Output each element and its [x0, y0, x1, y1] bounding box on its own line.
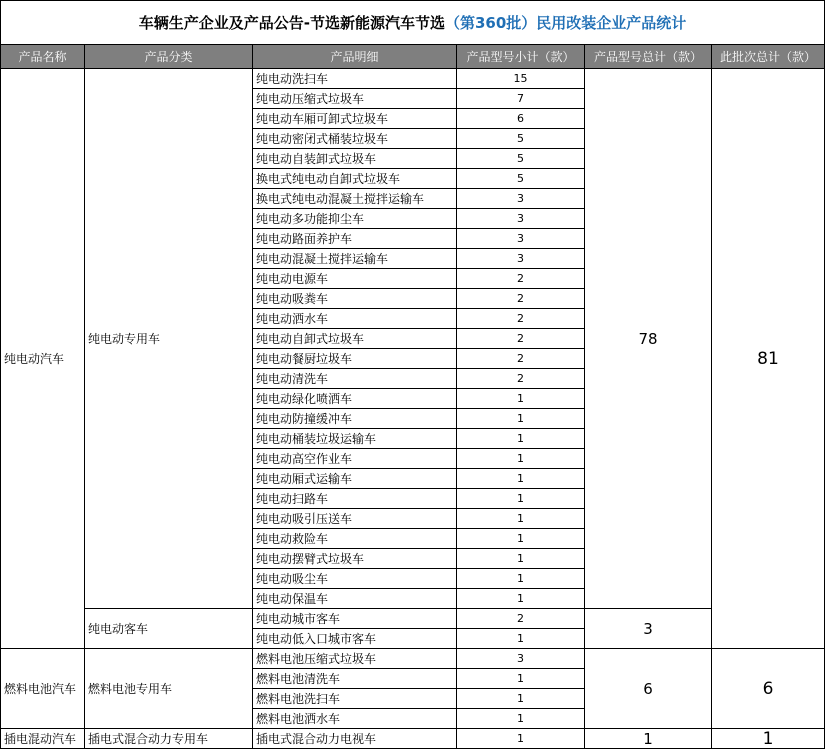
header-model-total: 产品型号总计（款） — [585, 45, 712, 69]
model-subtotal-cell: 3 — [457, 229, 585, 249]
header-batch-total: 此批次总计（款） — [712, 45, 825, 69]
header-product-category: 产品分类 — [85, 45, 253, 69]
product-category-cell: 纯电动客车 — [85, 609, 253, 649]
model-subtotal-cell: 1 — [457, 469, 585, 489]
product-detail-cell: 纯电动自卸式垃圾车 — [253, 329, 457, 349]
model-subtotal-cell: 1 — [457, 629, 585, 649]
product-category-cell: 纯电动专用车 — [85, 69, 253, 609]
batch-total-cell: 81 — [712, 69, 825, 649]
model-subtotal-cell: 2 — [457, 289, 585, 309]
model-subtotal-cell: 1 — [457, 569, 585, 589]
product-detail-cell: 纯电动扫路车 — [253, 489, 457, 509]
model-subtotal-cell: 1 — [457, 669, 585, 689]
product-detail-cell: 纯电动混凝土搅拌运输车 — [253, 249, 457, 269]
table-title — [0, 0, 825, 45]
product-detail-cell: 纯电动餐厨垃圾车 — [253, 349, 457, 369]
model-subtotal-cell: 1 — [457, 509, 585, 529]
product-detail-cell: 燃料电池压缩式垃圾车 — [253, 649, 457, 669]
model-total-cell: 6 — [585, 649, 712, 729]
product-detail-cell: 插电式混合动力电视车 — [253, 729, 457, 749]
product-detail-cell: 纯电动高空作业车 — [253, 449, 457, 469]
product-detail-cell: 纯电动桶装垃圾运输车 — [253, 429, 457, 449]
product-detail-cell: 纯电动厢式运输车 — [253, 469, 457, 489]
product-detail-cell: 纯电动摆臂式垃圾车 — [253, 549, 457, 569]
model-subtotal-cell: 1 — [457, 549, 585, 569]
product-category-cell: 燃料电池专用车 — [85, 649, 253, 729]
model-subtotal-cell: 1 — [457, 429, 585, 449]
model-subtotal-cell: 2 — [457, 609, 585, 629]
model-total-cell: 78 — [585, 69, 712, 609]
product-name-cell: 插电混动汽车 — [0, 729, 85, 749]
model-subtotal-cell: 1 — [457, 689, 585, 709]
product-detail-cell: 燃料电池洗扫车 — [253, 689, 457, 709]
model-subtotal-cell: 1 — [457, 729, 585, 749]
model-subtotal-cell: 5 — [457, 149, 585, 169]
product-name-cell: 燃料电池汽车 — [0, 649, 85, 729]
title-main: 车辆生产企业及产品公告-节选新能源汽车节选 — [138, 14, 445, 32]
product-detail-cell: 纯电动吸粪车 — [253, 289, 457, 309]
product-detail-cell: 纯电动车厢可卸式垃圾车 — [253, 109, 457, 129]
model-subtotal-cell: 3 — [457, 189, 585, 209]
product-detail-cell: 纯电动保温车 — [253, 589, 457, 609]
product-detail-cell: 纯电动低入口城市客车 — [253, 629, 457, 649]
model-subtotal-cell: 6 — [457, 109, 585, 129]
model-subtotal-cell: 1 — [457, 409, 585, 429]
product-detail-cell: 纯电动清洗车 — [253, 369, 457, 389]
model-total-cell: 1 — [585, 729, 712, 749]
product-detail-cell: 纯电动洗扫车 — [253, 69, 457, 89]
product-detail-cell: 燃料电池洒水车 — [253, 709, 457, 729]
model-subtotal-cell: 15 — [457, 69, 585, 89]
product-detail-cell: 纯电动电源车 — [253, 269, 457, 289]
header-model-subtotal: 产品型号小计（款） — [457, 45, 585, 69]
header-product-detail: 产品明细 — [253, 45, 457, 69]
model-subtotal-cell: 1 — [457, 589, 585, 609]
model-subtotal-cell: 2 — [457, 369, 585, 389]
model-total-cell: 3 — [585, 609, 712, 649]
title-accent: （第360批）民用改装企业产品统计 — [444, 14, 687, 32]
product-detail-cell: 纯电动城市客车 — [253, 609, 457, 629]
model-subtotal-cell: 3 — [457, 649, 585, 669]
model-subtotal-cell: 2 — [457, 349, 585, 369]
batch-total-cell: 1 — [712, 729, 825, 749]
product-detail-cell: 纯电动自装卸式垃圾车 — [253, 149, 457, 169]
product-name-cell: 纯电动汽车 — [0, 69, 85, 649]
product-detail-cell: 纯电动路面养护车 — [253, 229, 457, 249]
product-detail-cell: 换电式纯电动自卸式垃圾车 — [253, 169, 457, 189]
model-subtotal-cell: 1 — [457, 529, 585, 549]
model-subtotal-cell: 7 — [457, 89, 585, 109]
model-subtotal-cell: 5 — [457, 169, 585, 189]
model-subtotal-cell: 3 — [457, 249, 585, 269]
model-subtotal-cell: 1 — [457, 449, 585, 469]
model-subtotal-cell: 5 — [457, 129, 585, 149]
model-subtotal-cell: 1 — [457, 489, 585, 509]
batch-total-cell: 6 — [712, 649, 825, 729]
product-detail-cell: 纯电动吸尘车 — [253, 569, 457, 589]
product-detail-cell: 纯电动洒水车 — [253, 309, 457, 329]
model-subtotal-cell: 1 — [457, 389, 585, 409]
product-detail-cell: 纯电动多功能抑尘车 — [253, 209, 457, 229]
product-detail-cell: 纯电动密闭式桶装垃圾车 — [253, 129, 457, 149]
product-category-cell: 插电式混合动力专用车 — [85, 729, 253, 749]
product-detail-cell: 纯电动压缩式垃圾车 — [253, 89, 457, 109]
header-product-name: 产品名称 — [0, 45, 85, 69]
product-detail-cell: 燃料电池清洗车 — [253, 669, 457, 689]
model-subtotal-cell: 3 — [457, 209, 585, 229]
product-detail-cell: 纯电动救险车 — [253, 529, 457, 549]
model-subtotal-cell: 2 — [457, 329, 585, 349]
model-subtotal-cell: 2 — [457, 309, 585, 329]
product-detail-cell: 纯电动防撞缓冲车 — [253, 409, 457, 429]
model-subtotal-cell: 2 — [457, 269, 585, 289]
model-subtotal-cell: 1 — [457, 709, 585, 729]
product-detail-cell: 换电式纯电动混凝土搅拌运输车 — [253, 189, 457, 209]
product-detail-cell: 纯电动吸引压送车 — [253, 509, 457, 529]
product-detail-cell: 纯电动绿化喷洒车 — [253, 389, 457, 409]
